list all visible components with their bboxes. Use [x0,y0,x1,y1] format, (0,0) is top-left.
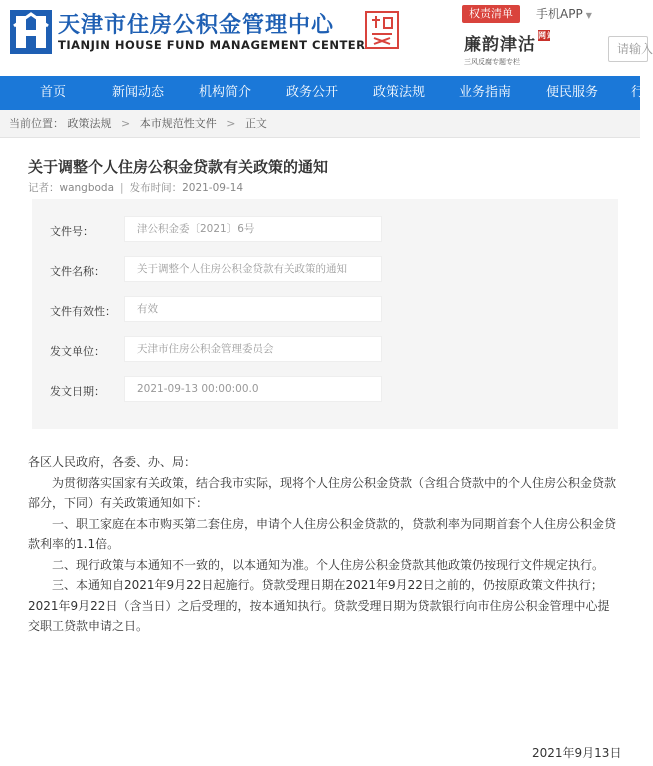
nav-item-news[interactable]: 新闻动态 [112,85,165,100]
website-stamp: 网站 [538,30,556,40]
page-title: 关于调整个人住房公积金贷款有关政策的通知 [28,158,329,176]
doc-validity-label: 文件有效性： [50,305,116,318]
article-author: 记者：wangboda [28,182,115,194]
doc-name-field: 关于调整个人住房公积金贷款有关政策的通知 [124,256,382,282]
nav-item-services[interactable]: 便民服务 [546,85,599,100]
site-header [0,0,653,76]
doc-number-label: 文件号： [50,225,94,238]
body-paragraph: 一、职工家庭在本市购买第二套住房，申请个人住房公积金贷款的，贷款利率为同期首套个人住房公积金贷款利率的1.1倍。 [28,516,617,551]
logo-icon[interactable] [10,10,52,54]
site-name[interactable]: 天津市住房公积金管理中心 [58,13,335,38]
body-paragraph: 为贯彻落实国家有关政策，结合我市实际，现将个人住房公积金贷款（含组合贷款中的个人住房公积金贷款部分，下同）有关政策通知如下： [28,475,617,510]
nav-item-policies[interactable]: 政策法规 [373,85,426,100]
integrity-column-subtitle: 三风反腐专题专栏 [464,58,520,66]
document-info-panel [32,199,618,429]
doc-number-field: 津公积金委〔2021〕6号 [124,216,382,242]
mobile-app-menu[interactable] [536,5,592,22]
breadcrumb-item-current: 正文 [244,117,267,130]
breadcrumb-prefix: 当前位置： [9,117,64,130]
breadcrumb-item-policies[interactable]: 政策法规 [67,117,112,130]
integrity-column-title: 廉韵津沽 网站 [464,30,556,55]
nav-item-about[interactable]: 机构简介 [199,85,252,100]
article-date: 发布时间：2021-09-14 [129,182,244,194]
article-body [28,452,618,637]
nav-item-more[interactable]: 行 [631,85,645,100]
integrity-column-link[interactable] [464,30,554,66]
main-nav [0,76,645,110]
site-name-en: TIANJIN HOUSE FUND MANAGEMENT CENTER [58,38,366,52]
article-meta [28,180,243,195]
issuer-label: 发文单位： [50,345,105,358]
issuer-field: 天津市住房公积金管理委员会 [124,336,382,362]
breadcrumb [0,110,640,138]
salutation: 各区人民政府，各委、办、局： [28,455,197,469]
search-input[interactable]: 请输入 [608,36,648,62]
body-paragraph: 三、本通知自2021年9月22日起施行。贷款受理日期在2021年9月22日之前的，仍按原政策文件执行；2021年9月22日（含当日）之后受理的，按本通知执行。贷款受理日期为贷款银行向市住房公积金管理中心提交职工贷款申请之日。 [28,578,610,633]
breadcrumb-item-local-docs[interactable]: 本市规范性文件 [139,117,217,130]
doc-validity-field: 有效 [124,296,382,322]
doc-name-label: 文件名称： [50,265,105,278]
mobile-app-label: 手机APP [536,7,583,21]
seal-logo-icon [364,10,400,50]
body-paragraph: 二、现行政策与本通知不一致的，以本通知为准。个人住房公积金贷款其他政策仍按现行文件规定执行。 [52,557,605,572]
nav-item-home[interactable]: 首页 [40,85,67,100]
nav-item-guide[interactable]: 业务指南 [459,85,512,100]
chevron-down-icon: ▼ [585,11,592,20]
issue-date-label: 发文日期： [50,385,105,398]
breadcrumb-separator: > [121,117,131,130]
accountability-list-button[interactable]: 权责清单 [462,5,520,23]
issue-date-field: 2021-09-13 00:00:00.0 [124,376,382,402]
breadcrumb-separator: > [226,117,236,130]
signature-date: 2021年9月13日 [532,746,622,760]
meta-divider: | [120,182,124,194]
nav-item-public-affairs[interactable]: 政务公开 [286,85,339,100]
